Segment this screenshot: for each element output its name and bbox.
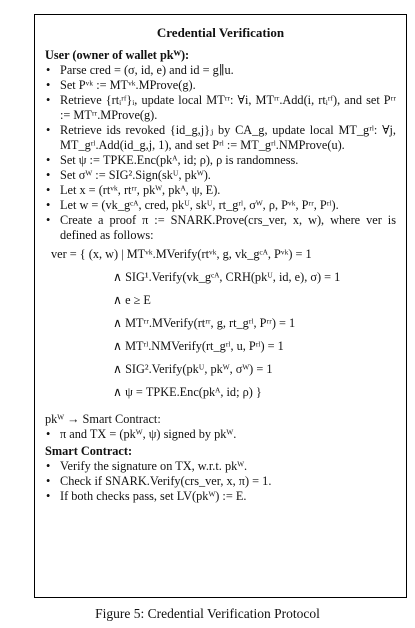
- user-item-1: • Parse cred = (σ, id, e) and id = g∥u.: [45, 63, 396, 78]
- ver-line-5: ∧ MTʳˡ.NMVerify(rt_gʳˡ, u, Pʳˡ) = 1: [113, 339, 284, 353]
- ver-line-2: ∧ SIG¹.Verify(vk_gᶜᴬ, CRH(pkᵁ, id, e), σ) = 1: [113, 270, 341, 284]
- transfer-header: [45, 412, 396, 427]
- protocol-box: [34, 14, 407, 598]
- user-item-5: • Set ψ := TPKE.Enc(pkᴬ, id; ρ), ρ is randomness.: [45, 153, 396, 168]
- user-item-2: • Set Pᵛᵏ := MTᵛᵏ.MProve(g).: [45, 78, 396, 93]
- protocol-title: Credential Verification: [156, 25, 285, 40]
- ver-line-7: ∧ ψ = TPKE.Enc(pkᴬ, id; ρ) }: [113, 385, 262, 399]
- transfer-item-1: • π and TX = (pkᵂ, ψ) signed by pkᵂ.: [45, 427, 396, 442]
- user-header: User (owner of wallet pkᵂ):: [45, 48, 190, 62]
- user-item-8: • Let w = (vk_gᶜᴬ, cred, pkᵁ, skᵁ, rt_gʳˡ, σᵂ, ρ, Pᵛᵏ, Pʳʳ, Pʳˡ).: [45, 198, 396, 213]
- ver-line-3: ∧ e ≥ E: [113, 293, 151, 307]
- user-item-7: • Let x = (rtᵛᵏ, rtʳʳ, pkᵂ, pkᴬ, ψ, E).: [45, 183, 396, 198]
- figure-caption: Figure 5: Credential Verification Protocol: [95, 606, 320, 621]
- ver-definition: [51, 247, 396, 408]
- transfer-header-text: pkᵂ → Smart Contract:: [45, 412, 161, 426]
- contract-item-2: • Check if SNARK.Verify(crs_ver, x, π) = 1.: [45, 474, 396, 489]
- user-item-9: • Create a proof π := SNARK.Prove(crs_ver, x, w), where ver is defined as follows:: [45, 213, 396, 243]
- ver-line-4: ∧ MTʳʳ.MVerify(rtʳʳ, g, rt_gʳˡ, Pʳʳ) = 1: [113, 316, 296, 330]
- contract-item-1: • Verify the signature on TX, w.r.t. pkᵂ.: [45, 459, 396, 474]
- user-item-4: • Retrieve ids revoked {id_g,j}ⱼ by CA_g, update local MT_gʳˡ: ∀j, MT_gʳˡ.Add(id_g,j, 1), and set Pʳˡ := MT_gʳˡ.NMProve(u).: [45, 123, 396, 153]
- user-item-3: • Retrieve {rtᵢʳᶠ}ᵢ, update local MTʳʳ: ∀i, MTʳʳ.Add(i, rtᵢʳᶠ), and set Pʳʳ := MTʳʳ.MProve(g).: [45, 93, 396, 123]
- ver-line-6: ∧ SIG².Verify(pkᵁ, pkᵂ, σᵂ) = 1: [113, 362, 273, 376]
- contract-header: Smart Contract:: [45, 444, 133, 458]
- ver-line-1: ver = { (x, w) | MTᵛᵏ.MVerify(rtᵛᵏ, g, vk_gᶜᴬ, Pᵛᵏ) = 1: [51, 247, 312, 261]
- contract-item-3: • If both checks pass, set LV(pkᵂ) := E.: [45, 489, 396, 504]
- user-item-6: • Set σᵂ := SIG².Sign(skᵁ, pkᵂ).: [45, 168, 396, 183]
